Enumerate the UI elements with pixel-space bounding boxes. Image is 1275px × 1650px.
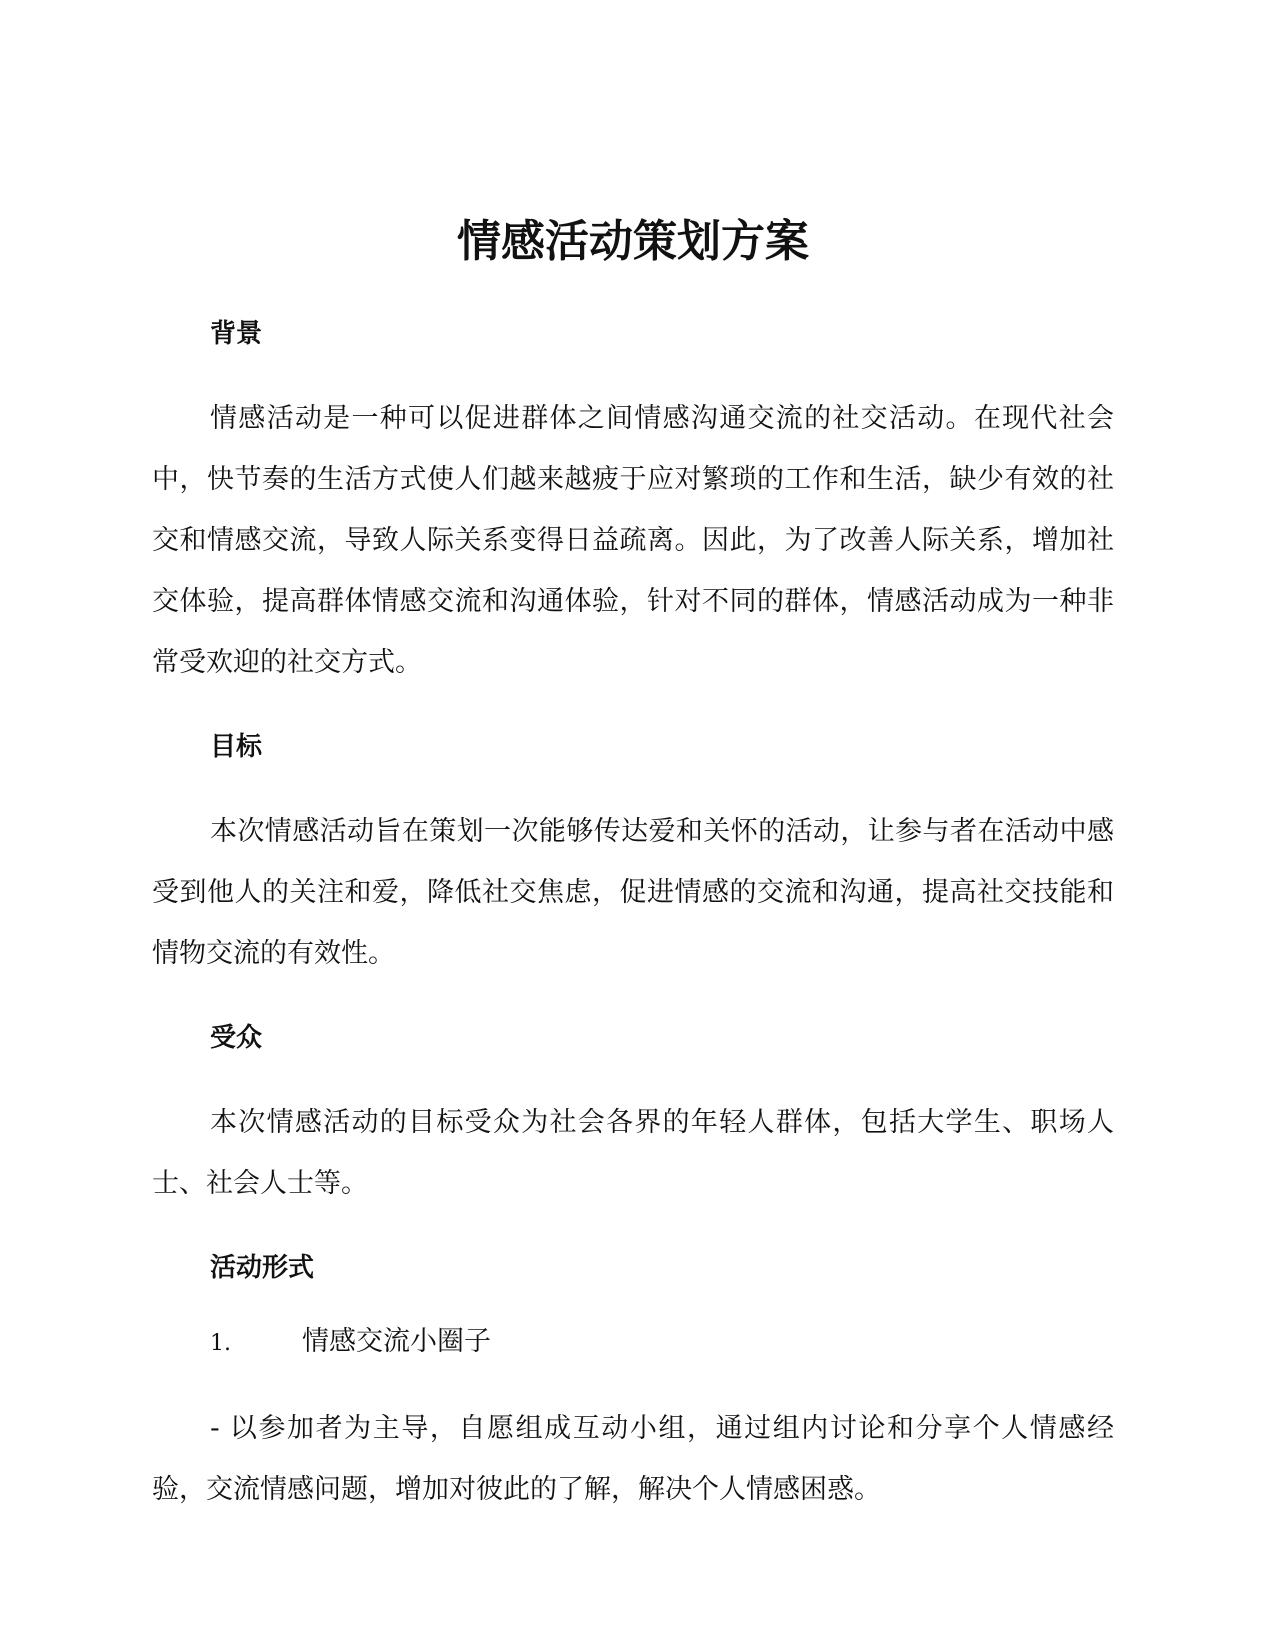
section-goal: [152, 727, 1114, 984]
paragraph: 本次情感活动旨在策划一次能够传达爱和关怀的活动，让参与者在活动中感受到他人的关注和爱，降低社交焦虑，促进情感的交流和沟通，提高社交技能和情物交流的有效性。: [152, 816, 1114, 969]
section-background: [152, 314, 1114, 693]
paragraph: - 以参加者为主导，自愿组成互动小组，通过组内讨论和分享个人情感经验，交流情感问题，增加对彼此的了解，解决个人情感困惑。: [152, 1413, 1114, 1505]
list-item: [152, 1322, 1114, 1364]
section-heading: 受众: [210, 1023, 263, 1053]
section-heading: 活动形式: [210, 1253, 315, 1283]
paragraph: 情感活动是一种可以促进群体之间情感沟通交流的社交活动。在现代社会中，快节奏的生活方式使人们越来越疲于应对繁琐的工作和生活，缺少有效的社交和情感交流，导致人际关系变得日益疏离。因此，为了改善人际关系，增加社交体验，提高群体情感交流和沟通体验，针对不同的群体，情感活动成为一种非常受欢迎的社交方式。: [152, 403, 1114, 678]
section-heading: 目标: [210, 732, 263, 762]
section-audience: [152, 1018, 1114, 1214]
paragraph: 本次情感活动的目标受众为社会各界的年轻人群体，包括大学生、职场人士、社会人士等。: [152, 1107, 1114, 1199]
document-body: [152, 212, 1114, 1554]
document-title: 情感活动策划方案: [457, 216, 809, 267]
list-item-text: 情感交流小圈子: [302, 1326, 491, 1357]
section-heading: 背景: [210, 319, 263, 349]
list-number: 1.: [210, 1331, 231, 1356]
section-activity-format: [152, 1248, 1114, 1520]
